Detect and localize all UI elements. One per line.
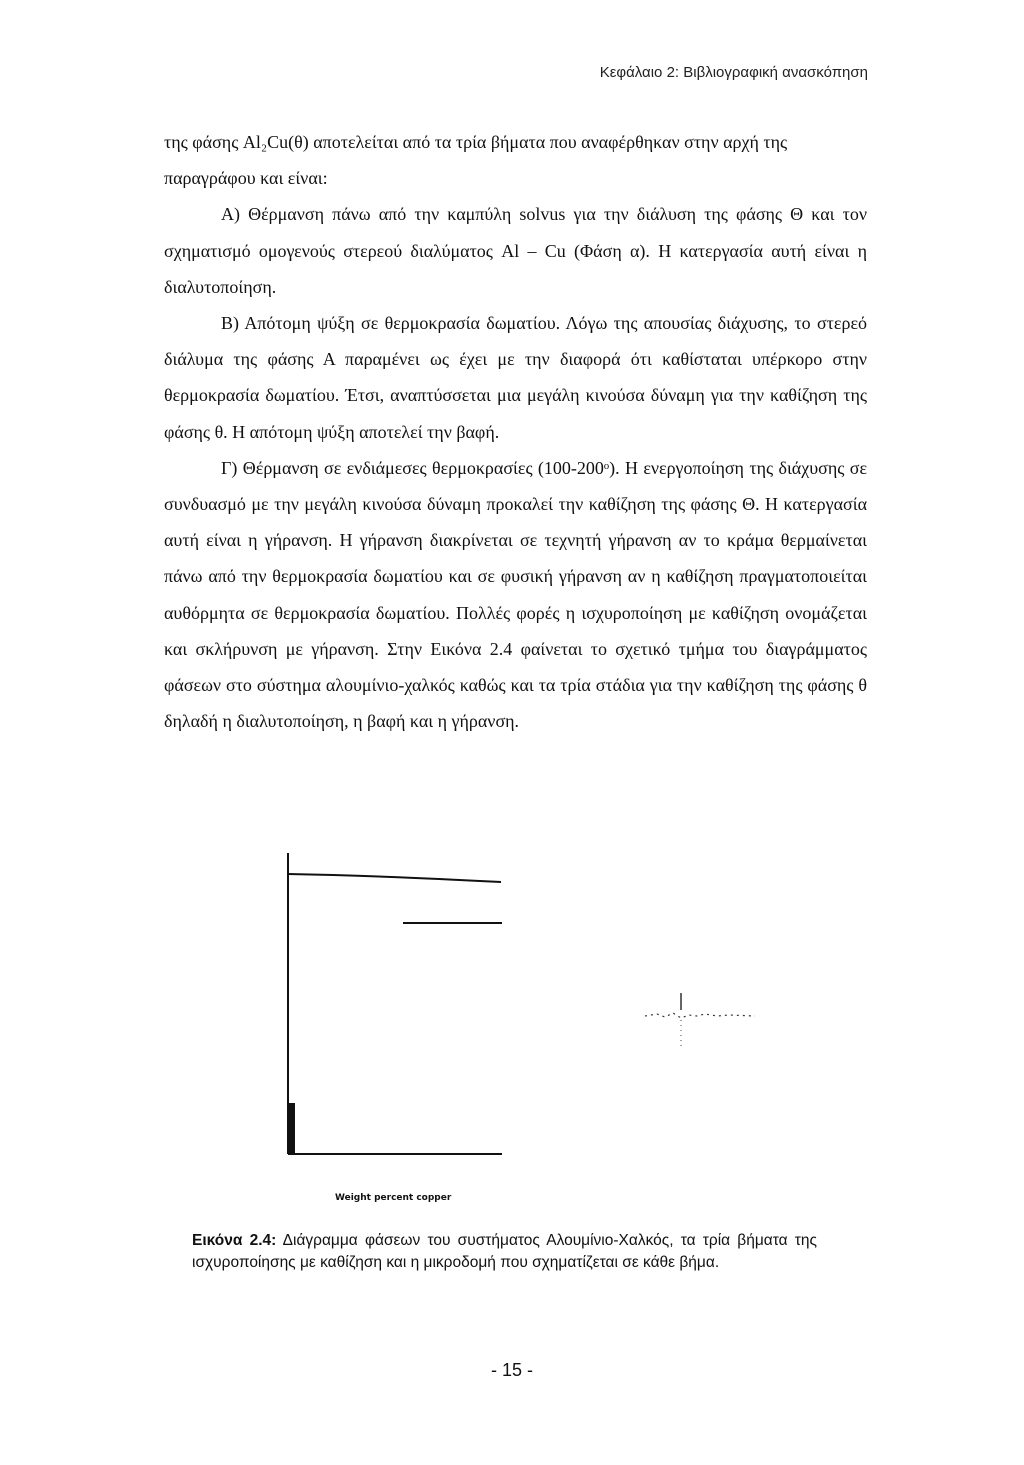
solution-treatment-line: [288, 874, 501, 882]
page-number: - 15 -: [490, 1360, 533, 1380]
phase-diagram-figure: [285, 848, 765, 1168]
paragraph: Α) Θέρμανση πάνω από την καμπύλη solvus για την διάλυση της φάσης Θ και τον σχηματισμό ομογενούς στερεού διαλύματος Al – Cu (Φάση α). Η κατεργασία αυτή είναι η διαλυτοποίηση.: [164, 204, 867, 297]
x-axis-label: Weight percent copper: [335, 1193, 452, 1203]
paragraph: Β) Απότομη ψύξη σε θερμοκρασία δωματίου. Λόγω της απουσίας διάχυσης, το στερεό διάλυμα της φάσης Α παραμένει ως έχει με την διαφορά ότι καθίσταται υπέρκορο στην θερμοκρασία δωματίου. Έτσι, αναπτύσσεται μια μεγάλη κινούσα δύναμη για την καθίζηση της φάσης θ. Η απότομη ψύξη αποτελεί την βαφή.: [164, 313, 867, 442]
paragraph: της φάσης Al₂Cu(θ) αποτελείται από τα τρία βήματα που αναφέρθηκαν στην αρχή της παραγράφου και είναι:: [164, 132, 788, 189]
dotted-boundary: [645, 1013, 755, 1018]
paragraph: Γ) Θέρμανση σε ενδιάμεσες θερμοκρασίες (100-200ᵒ). Η ενεργοποίηση της διάχυσης σε συνδυασμό με την μεγάλη κινούσα δύναμη προκαλεί την καθίζηση της φάσης Θ. Η κατεργασία αυτή είναι η γήρανση. Η γήρανση διακρίνεται σε τεχνητή γήρανση αν το κράμα θερμαίνεται πάνω από την θερμοκρασία δωματίου και σε φυσική γήρανση αν η καθίζηση πραγματοποιείται αυθόρμητα σε θερμοκρασία δωματίου. Πολλές φορές η ισχυροποίηση με καθίζηση ονομάζεται και σκλήρυνση με γήρανση. Στην Εικόνα 2.4 φαίνεται το σχετικό τμήμα του διαγράμματος φάσεων στο σύστημα αλουμίνιο-χαλκός καθώς και τα τρία στάδια για την καθίζηση της φάσης θ δηλαδή η διαλυτοποίηση, η βαφή και η γήρανση.: [164, 457, 867, 732]
figure-caption: [192, 1230, 817, 1274]
running-header: Κεφάλαιο 2: Βιβλιογραφική ανασκόπηση: [599, 64, 868, 81]
body-text: [164, 124, 867, 739]
phase-diagram-graphic: [285, 848, 765, 1168]
caption-text: Διάγραμμα φάσεων του συστήματος Αλουμίνιο-Χαλκός, τα τρία βήματα της ισχυροποίησης με καθίζηση και η μικροδομή που σχηματίζεται σε κάθε βήμα.: [192, 1232, 818, 1271]
caption-label: Εικόνα 2.4:: [192, 1232, 277, 1249]
